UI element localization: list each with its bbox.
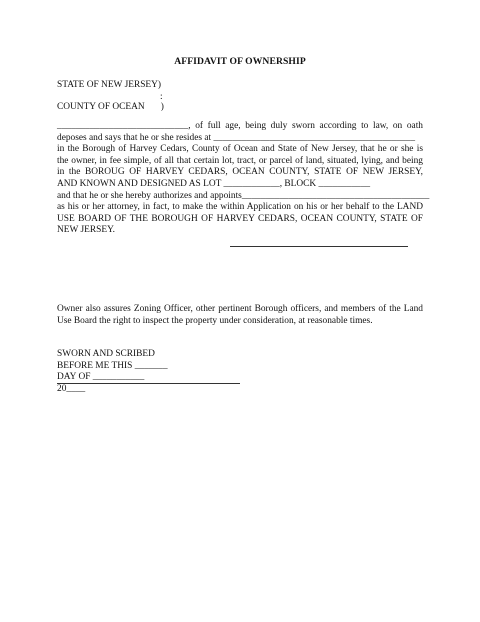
sworn-line: SWORN AND SCRIBED <box>57 349 155 359</box>
body-line: deposes and says that he or she resides at ___________________________________________ <box>57 132 416 143</box>
document-title: AFFIDAVIT OF OWNERSHIP <box>174 56 306 67</box>
body-line: in the BOROUG OF HARVEY CEDARS, OCEAN COUNTY, STATE OF NEW JERSEY, <box>57 167 423 178</box>
venue-colon: : <box>160 92 163 102</box>
affidavit-body <box>57 121 430 237</box>
owner-signature-line <box>230 246 408 247</box>
body-line: as his or her attorney, in fact, to make the within Application on his or her behalf to the LAND <box>57 202 423 213</box>
sworn-line: BEFORE ME THIS _______ <box>57 360 168 371</box>
body-line: NEW JERSEY. <box>57 225 115 236</box>
venue-county-label: COUNTY OF OCEAN <box>57 102 145 112</box>
venue-county <box>57 101 164 113</box>
body-line: the owner, in fee simple, of all that certain lot, tract, or parcel of land, situated, lying, and being <box>57 155 423 166</box>
assurance-paragraph: Owner also assures Zoning Officer, other pertinent Borough officers, and members of the Land Use Board the right to inspect the property under consideration, at reasonable times. <box>57 304 423 326</box>
body-line: in the Borough of Harvey Cedars, County of Ocean and State of New Jersey, that he or she is <box>57 144 423 155</box>
body-line: and that he or she hereby authorizes and appoints________________________________________ <box>57 190 430 201</box>
body-line: USE BOARD OF THE BOROUGH OF HARVEY CEDARS, OCEAN COUNTY, STATE OF <box>57 213 423 224</box>
sworn-line: DAY OF ___________ <box>57 372 145 383</box>
sworn-block <box>57 349 168 395</box>
venue-county-paren: ) <box>160 102 164 112</box>
notary-signature-line <box>57 383 240 384</box>
body-line: ____________________________, of full age, being duly sworn according to law, on oath <box>57 121 423 131</box>
sworn-line: 20____ <box>57 383 86 394</box>
body-line: AND KNOWN AND DESIGNED AS LOT ____________, BLOCK ___________ <box>57 178 371 189</box>
venue-state: STATE OF NEW JERSEY) <box>57 80 162 90</box>
